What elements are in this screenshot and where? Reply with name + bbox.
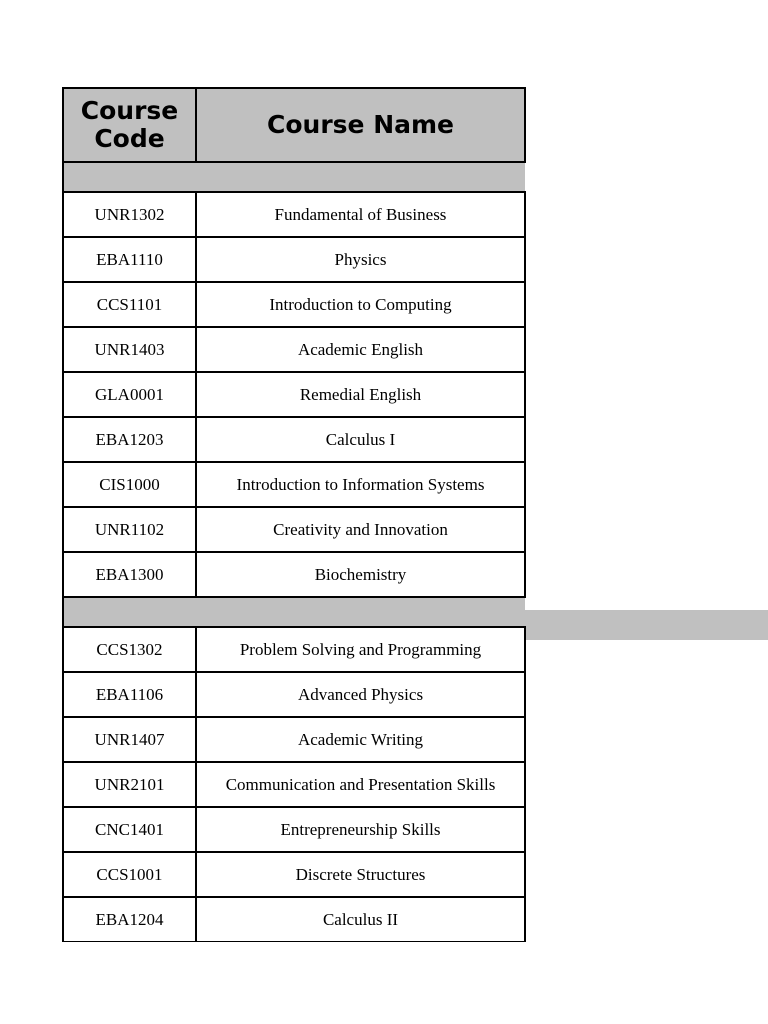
table-row [63,897,525,942]
section-band-extension [524,610,768,640]
section-separator-cell [63,597,525,627]
course-name-cell: Communication and Presentation Skills [196,762,525,807]
table-row [63,417,525,462]
course-name-cell: Discrete Structures [196,852,525,897]
section-separator-row [63,597,525,627]
header-course-code: Course Code [63,88,196,162]
course-code-cell: EBA1110 [63,237,196,282]
table-row [63,717,525,762]
course-code-cell: CCS1001 [63,852,196,897]
table-row [63,627,525,672]
table-row [63,552,525,597]
table-body [63,162,525,942]
section-separator-cell [63,162,525,192]
course-code-cell: UNR2101 [63,762,196,807]
table-row [63,372,525,417]
course-code-cell: UNR1407 [63,717,196,762]
course-code-cell: UNR1302 [63,192,196,237]
course-name-cell: Calculus I [196,417,525,462]
table-row [63,327,525,372]
course-code-cell: EBA1204 [63,897,196,942]
course-name-cell: Creativity and Innovation [196,507,525,552]
course-name-cell: Introduction to Information Systems [196,462,525,507]
table-row [63,462,525,507]
course-name-cell: Biochemistry [196,552,525,597]
course-code-cell: UNR1102 [63,507,196,552]
course-name-cell: Introduction to Computing [196,282,525,327]
course-table [62,87,526,942]
section-separator-row [63,162,525,192]
course-name-cell: Physics [196,237,525,282]
table-row [63,282,525,327]
header-course-name: Course Name [196,88,525,162]
table-row [63,192,525,237]
course-code-cell: GLA0001 [63,372,196,417]
course-name-cell: Remedial English [196,372,525,417]
table-row [63,507,525,552]
course-code-cell: EBA1106 [63,672,196,717]
table-row [63,807,525,852]
course-name-cell: Academic English [196,327,525,372]
course-name-cell: Calculus II [196,897,525,942]
course-code-cell: CIS1000 [63,462,196,507]
course-code-cell: CCS1101 [63,282,196,327]
course-name-cell: Academic Writing [196,717,525,762]
course-name-cell: Advanced Physics [196,672,525,717]
table-row [63,852,525,897]
course-code-cell: EBA1203 [63,417,196,462]
course-name-cell: Problem Solving and Programming [196,627,525,672]
table-row [63,762,525,807]
table-row [63,672,525,717]
course-name-cell: Entrepreneurship Skills [196,807,525,852]
course-code-cell: CNC1401 [63,807,196,852]
header-row [63,88,525,162]
course-code-cell: CCS1302 [63,627,196,672]
course-code-cell: EBA1300 [63,552,196,597]
course-name-cell: Fundamental of Business [196,192,525,237]
course-code-cell: UNR1403 [63,327,196,372]
table-row [63,237,525,282]
